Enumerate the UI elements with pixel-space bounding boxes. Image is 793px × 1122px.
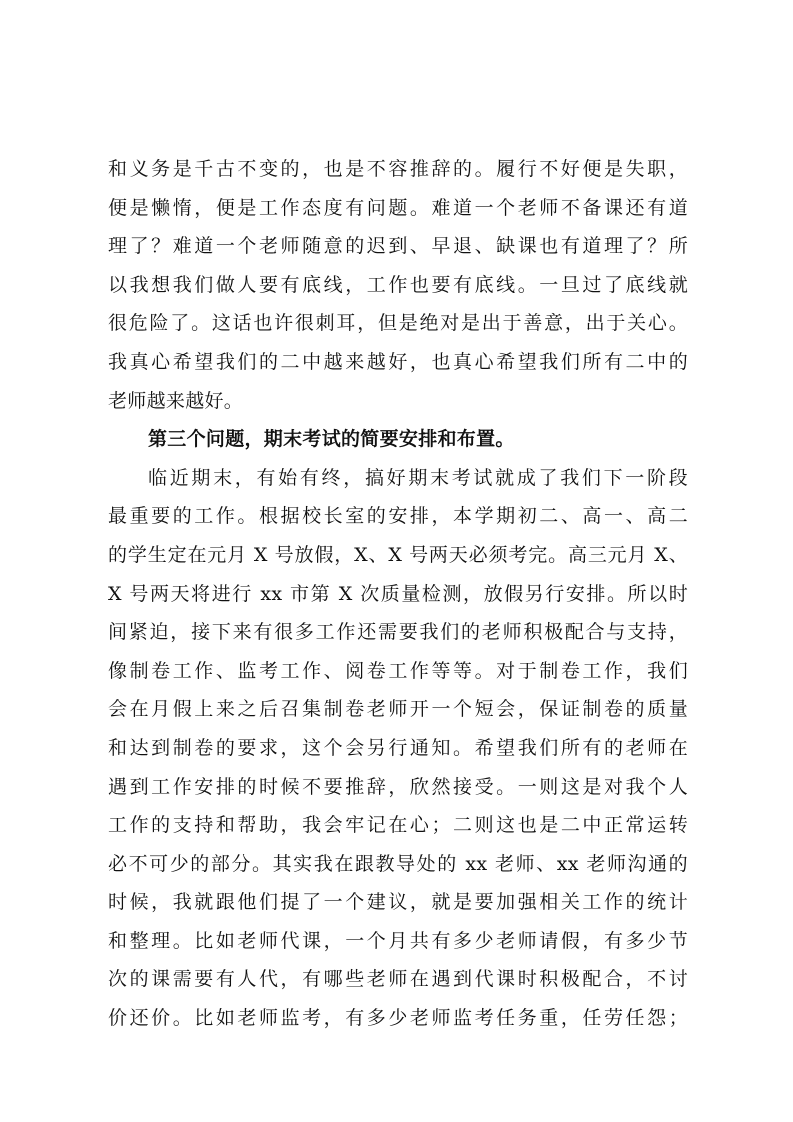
text-line: 很危险了。这话也许很刺耳，但是绝对是出于善意，出于关心。 (108, 312, 688, 335)
text-line: 工作的支持和帮助，我会牢记在心；二则这也是二中正常运转 (108, 814, 688, 837)
text-line: 必不可少的部分。其实我在跟教导处的 xx 老师、xx 老师沟通的 (108, 852, 688, 875)
text-line: 会在月假上来之后召集制卷老师开一个短会，保证制卷的质量 (108, 698, 688, 721)
text-line: 次的课需要有人代，有哪些老师在遇到代课时积极配合，不讨 (108, 968, 688, 991)
text-line: 便是懒惰，便是工作态度有问题。难道一个老师不备课还有道 (108, 196, 688, 219)
text-line: 和义务是千古不变的，也是不容推辞的。履行不好便是失职， (108, 158, 688, 180)
document-body (108, 150, 688, 1038)
text-line: X 号两天将进行 xx 市第 X 次质量检测，放假另行安排。所以时 (108, 582, 688, 605)
text-line: 时候，我就跟他们提了一个建议，就是要加强相关工作的统计 (108, 891, 688, 914)
text-line: 和整理。比如老师代课，一个月共有多少老师请假，有多少节 (108, 929, 688, 952)
text-line: 老师越来越好。 (108, 389, 244, 412)
text-line: 价还价。比如老师监考，有多少老师监考任务重，任劳任怨； (108, 1007, 688, 1030)
text-line: 像制卷工作、监考工作、阅卷工作等等。对于制卷工作，我们 (108, 659, 688, 682)
text-line: 临近期末，有始有终，搞好期末考试就成了我们下一阶段 (148, 466, 688, 489)
text-line: 遇到工作安排的时候不要推辞，欣然接受。一则这是对我个人 (108, 775, 688, 798)
text-line: 我真心希望我们的二中越来越好，也真心希望我们所有二中的 (108, 350, 688, 373)
text-line: 间紧迫，接下来有很多工作还需要我们的老师积极配合与支持， (108, 621, 688, 644)
text-line: 和达到制卷的要求，这个会另行通知。希望我们所有的老师在 (108, 736, 688, 759)
section-heading: 第三个问题，期末考试的简要安排和布置。 (148, 428, 515, 451)
text-line: 以我想我们做人要有底线，工作也要有底线。一旦过了底线就 (108, 273, 688, 296)
text-line: 的学生定在元月 X 号放假，X、X 号两天必须考完。高三元月 X、 (108, 543, 688, 566)
text-line: 理了？难道一个老师随意的迟到、早退、缺课也有道理了？所 (108, 235, 688, 258)
text-line: 最重要的工作。根据校长室的安排，本学期初二、高一、高二 (108, 505, 688, 528)
